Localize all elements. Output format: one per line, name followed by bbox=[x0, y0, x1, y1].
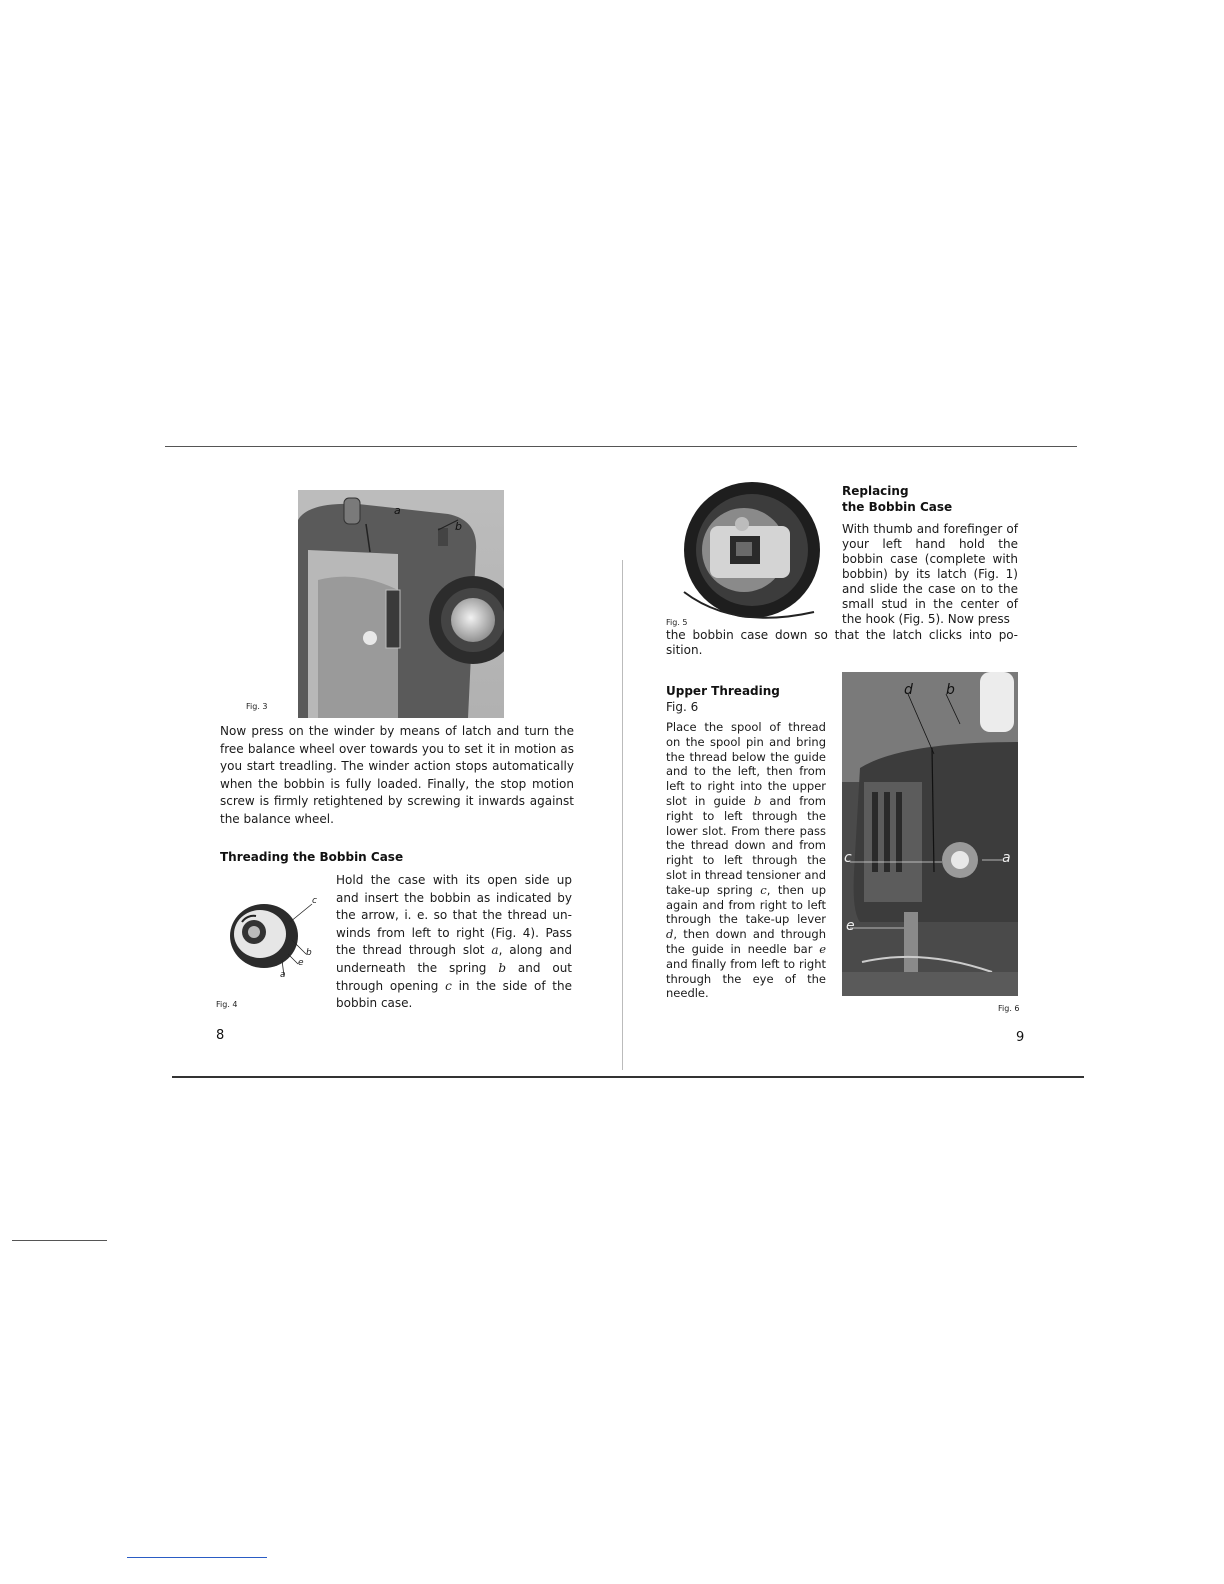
fig6-callout-b: b bbox=[946, 682, 955, 698]
fig3-callout-b: b bbox=[455, 520, 462, 533]
replacing-heading-line1: Replacing bbox=[842, 484, 909, 498]
sewing-machine-threading-illustration bbox=[842, 672, 1018, 996]
fig4-callout-a: a bbox=[280, 970, 286, 980]
fig3-photo bbox=[298, 490, 504, 718]
upper-text-3: , then up again and from right to left through the take-up lever bbox=[666, 882, 826, 927]
slot-a-label: a bbox=[491, 943, 499, 958]
needle-bar-e-label: e bbox=[819, 941, 826, 956]
upper-threading-paragraph bbox=[666, 720, 826, 1001]
upper-text-1: Place the spool of thread on the spool pin and bring the thread below the guide and to the left, then from left to right into the upper slot in guide bbox=[666, 720, 826, 808]
upper-threading-heading: Upper Threading bbox=[666, 684, 780, 698]
upper-text-4: , then down and through the guide in needle bar bbox=[666, 927, 826, 956]
fig4-label: Fig. 4 bbox=[216, 1000, 238, 1009]
fig6-callout-e: e bbox=[846, 918, 855, 934]
fig6-photo bbox=[842, 672, 1018, 996]
fig4-callout-b: b bbox=[306, 948, 312, 958]
fig6-label: Fig. 6 bbox=[998, 1004, 1020, 1013]
fig4-callout-e: e bbox=[298, 958, 304, 968]
fig5-label: Fig. 5 bbox=[666, 618, 688, 627]
bobbin-case-icon bbox=[226, 896, 322, 982]
threading-text-1: Hold the case with its open side up and insert the bobbin as indicated by the arrow, i. e. so that the thread unwinds from left to right (Fig. 4). Pass the thread through slot bbox=[336, 873, 572, 958]
threading-text-3: and out through opening bbox=[336, 960, 573, 993]
page-gutter bbox=[622, 560, 623, 1070]
threading-paragraph bbox=[336, 872, 572, 1013]
threading-text-4: in the side of the bobbin case. bbox=[336, 978, 572, 1011]
replacing-heading-line2: the Bobbin Case bbox=[842, 500, 953, 514]
sewing-machine-head-illustration bbox=[298, 490, 504, 718]
replacing-paragraph-continued: the bobbin case down so that the latch clicks into position. bbox=[666, 628, 1018, 657]
rotary-hook-icon bbox=[664, 480, 836, 628]
spring-b-label: b bbox=[498, 960, 506, 975]
opening-c-label: c bbox=[445, 978, 452, 993]
upper-text-5: and finally from left to right through the eye of the needle. bbox=[666, 956, 826, 1001]
fig5-hook-figure bbox=[664, 480, 836, 628]
winder-paragraph: Now press on the winder by means of latch and turn the free balance wheel over towards you to set it in motion as you start treadling. The winder action stops automatically when the bobbin is fully loaded. Finally, the stop motion screw is firmly retightened by screwing it inwards against the balance wheel. bbox=[220, 724, 574, 826]
fig4-callout-c: c bbox=[312, 896, 317, 906]
lever-d-label: d bbox=[666, 927, 674, 942]
page-number-left: 8 bbox=[216, 1028, 225, 1043]
fig6-callout-c: c bbox=[844, 850, 852, 866]
fig6-callout-a: a bbox=[1002, 850, 1011, 866]
guide-b-label: b bbox=[753, 793, 762, 808]
upper-text-2: and from right to left through the lower slot. From there pass the thread down and from right to left through the slot in thread tensioner and take-up spring bbox=[666, 793, 826, 897]
upper-threading-figref: Fig. 6 bbox=[666, 700, 699, 714]
page-number-right: 9 bbox=[1016, 1030, 1025, 1045]
threading-heading: Threading the Bobbin Case bbox=[220, 850, 404, 864]
fig6-callout-d: d bbox=[904, 682, 913, 698]
fig3-label: Fig. 3 bbox=[246, 702, 268, 711]
top-scan-rule bbox=[165, 446, 1077, 447]
threading-text-2: , along and underneath the spring bbox=[336, 943, 572, 975]
spring-c-label: c bbox=[760, 882, 767, 897]
fig3-callout-a: a bbox=[394, 504, 401, 517]
replacing-paragraph: With thumb and forefinger of your left hand hold the bobbin case (complete with bobbin) by its latch (Fig. 1) and slide the case on to the small stud in the center of the hook (Fig. 5). Now press bbox=[842, 522, 1018, 626]
fig4-bobbin-figure bbox=[226, 896, 322, 982]
footer-link-underline bbox=[127, 1557, 267, 1558]
stray-mark bbox=[12, 1240, 107, 1241]
bottom-scan-rule bbox=[172, 1076, 1084, 1078]
